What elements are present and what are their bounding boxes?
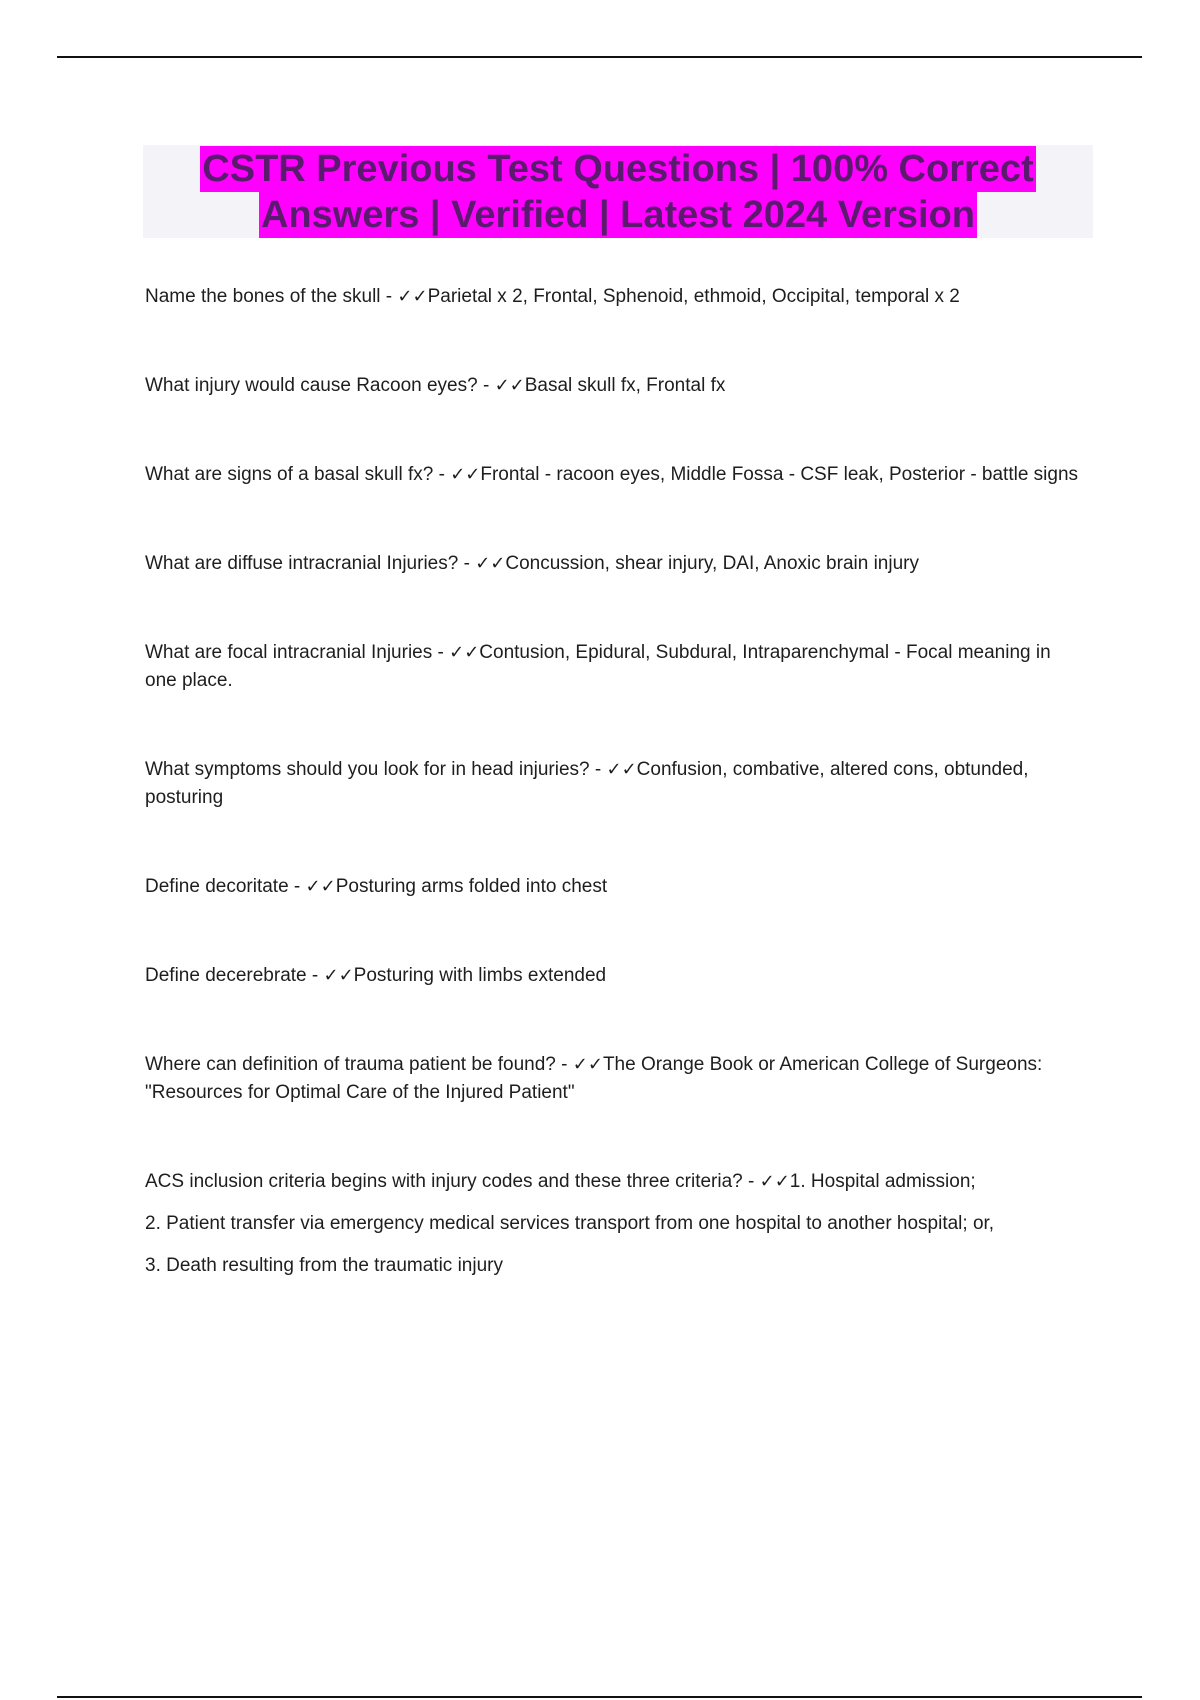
- qa-item-3: [145, 461, 1085, 489]
- check-icon: ✓✓: [572, 1054, 603, 1075]
- question: What are diffuse intracranial Injuries? -: [145, 553, 476, 574]
- qa-item-1: [145, 283, 1085, 311]
- check-icon: ✓✓: [759, 1171, 790, 1192]
- title-banner: [143, 145, 1093, 238]
- check-icon: ✓✓: [450, 464, 481, 485]
- qa-item-7: [145, 873, 1085, 901]
- check-icon: ✓✓: [323, 965, 354, 986]
- answer: Contusion, Epidural, Subdural, Intraparenchymal - Focal meaning in one place.: [145, 642, 1051, 691]
- answer: Parietal x 2, Frontal, Sphenoid, ethmoid, Occipital, temporal x 2: [427, 286, 960, 307]
- qa-item-8: [145, 962, 1085, 990]
- question: ACS inclusion criteria begins with injury codes and these three criteria? -: [145, 1171, 760, 1192]
- answer: Basal skull fx, Frontal fx: [524, 375, 726, 396]
- check-icon: ✓✓: [397, 286, 428, 307]
- question: What symptoms should you look for in head injuries? -: [145, 759, 607, 780]
- answer: Frontal - racoon eyes, Middle Fossa - CSF leak, Posterior - battle signs: [480, 464, 1079, 485]
- check-icon: ✓✓: [494, 375, 525, 396]
- answer: Confusion, combative, altered cons, obtunded, posturing: [145, 759, 1029, 808]
- title-line-2: Answers | Verified | Latest 2024 Version: [260, 194, 976, 236]
- question: What injury would cause Racoon eyes? -: [145, 375, 495, 396]
- question: What are focal intracranial Injuries -: [145, 642, 450, 663]
- top-rule: [57, 56, 1142, 58]
- qa-item-4: [145, 550, 1085, 578]
- title-line-1: CSTR Previous Test Questions | 100% Correct: [202, 148, 1034, 190]
- answer: Posturing with limbs extended: [353, 965, 607, 986]
- qa-list: [145, 283, 1085, 1294]
- question: Define decerebrate -: [145, 965, 324, 986]
- qa-item-5: [145, 639, 1085, 695]
- qa-item-9: [145, 1051, 1085, 1107]
- check-icon: ✓✓: [449, 642, 480, 663]
- question: Name the bones of the skull -: [145, 286, 398, 307]
- qa-item-10: [145, 1168, 1085, 1196]
- question: Where can definition of trauma patient be found? -: [145, 1054, 573, 1075]
- question: What are signs of a basal skull fx? -: [145, 464, 451, 485]
- answer: Posturing arms folded into chest: [335, 876, 608, 897]
- answer: Concussion, shear injury, DAI, Anoxic brain injury: [505, 553, 919, 574]
- answer: The Orange Book or American College of Surgeons: "Resources for Optimal Care of the Injured Patient": [145, 1054, 1043, 1103]
- bottom-rule: [57, 1696, 1142, 1698]
- check-icon: ✓✓: [606, 759, 637, 780]
- answer: 1. Hospital admission;: [789, 1171, 976, 1192]
- question: Define decoritate -: [145, 876, 306, 897]
- qa-continuation-1: 2. Patient transfer via emergency medical services transport from one hospital to another hospital; or,: [145, 1213, 995, 1234]
- qa-item-2: [145, 372, 1085, 400]
- check-icon: ✓✓: [305, 876, 336, 897]
- qa-continuation-2: 3. Death resulting from the traumatic injury: [145, 1255, 503, 1276]
- qa-item-6: [145, 756, 1085, 812]
- check-icon: ✓✓: [475, 553, 506, 574]
